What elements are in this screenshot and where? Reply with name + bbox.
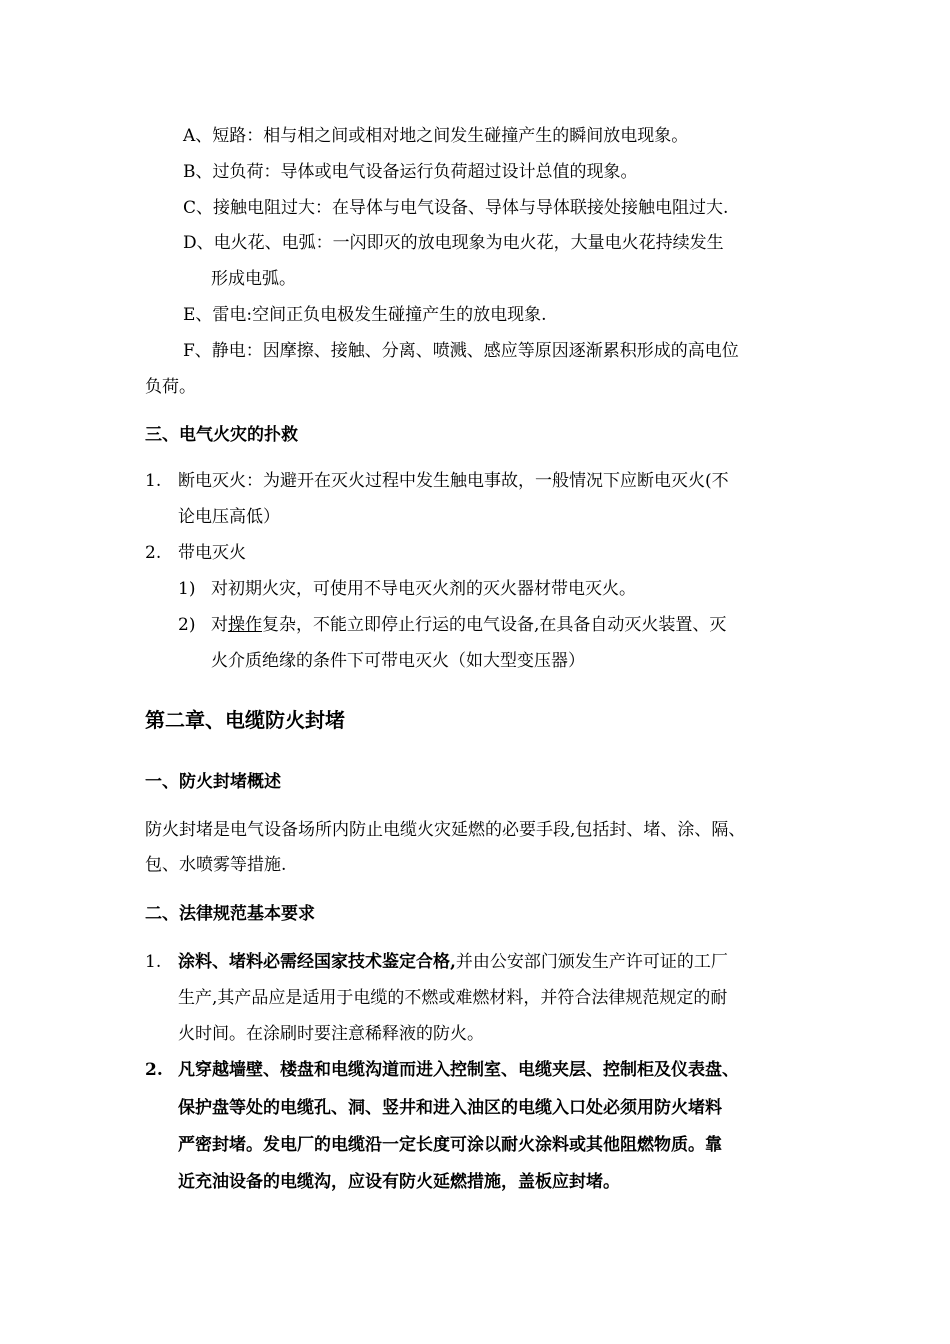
- subitem2-line2: 火介质绝缘的条件下可带电灭火（如大型变压器）: [211, 651, 585, 671]
- requirement2-number: 2.: [145, 1060, 163, 1080]
- item1-number: 1.: [145, 471, 162, 491]
- cause-f-line1: F、静电：因摩擦、接触、分离、喷溅、感应等原因逐渐累积形成的高电位: [183, 341, 739, 361]
- requirement2-line3: 严密封堵。发电厂的电缆沿一定长度可涂以耐火涂料或其他阻燃物质。靠: [178, 1135, 722, 1155]
- cause-b: B、过负荷：导体或电气设备运行负荷超过设计总值的现象。: [183, 162, 638, 182]
- requirement2-line2: 保护盘等处的电缆孔、洞、竖井和进入油区的电缆入口处必须用防火堵料: [178, 1098, 722, 1118]
- requirement1-line3: 火时间。在涂刷时要注意稀释液的防火。: [178, 1024, 484, 1044]
- requirement2-line1: 凡穿越墙壁、楼盘和电缆沟道而进入控制室、电缆夹层、控制柜及仪表盘、: [178, 1060, 739, 1080]
- cause-a: A、短路：相与相之间或相对地之间发生碰撞产生的瞬间放电现象。: [183, 126, 689, 146]
- chapter2-section1-line2: 包、水喷雾等措施.: [145, 855, 287, 875]
- chapter2-section2-heading: 二、法律规范基本要求: [145, 904, 315, 924]
- chapter2-section1-line1: 防火封堵是电气设备场所内防止电缆火灾延燃的必要手段,包括封、堵、涂、隔、: [145, 820, 746, 840]
- section3-heading: 三、电气火灾的扑救: [145, 425, 298, 445]
- subitem2-number: 2): [178, 615, 196, 635]
- requirement1-bold: 涂料、堵料必需经国家技术鉴定合格,: [178, 952, 456, 972]
- requirement1-line2: 生产,其产品应是适用于电缆的不燃或难燃材料，并符合法律规范规定的耐: [178, 988, 728, 1008]
- requirement1-rest: 并由公安部门颁发生产许可证的工厂: [455, 952, 728, 972]
- subitem2-pre: 对: [211, 615, 228, 635]
- cause-d-line1: D、电火花、电弧：一闪即灭的放电现象为电火花，大量电火花持续发生: [183, 233, 724, 253]
- cause-e: E、雷电:空间正负电极发生碰撞产生的放电现象.: [183, 305, 547, 325]
- cause-f-line2: 负荷。: [145, 377, 196, 397]
- chapter2-title: 第二章、电缆防火封堵: [145, 708, 345, 732]
- subitem1-number: 1): [178, 579, 196, 599]
- cause-c: C、接触电阻过大：在导体与电气设备、导体与导体联接处接触电阻过大.: [183, 198, 729, 218]
- requirement1-line1: [178, 950, 728, 974]
- requirement2-line4: 近充油设备的电缆沟，应设有防火延燃措施，盖板应封堵。: [178, 1172, 620, 1192]
- item1-line2: 论电压高低）: [178, 507, 280, 527]
- requirement1-number: 1.: [145, 952, 162, 972]
- item2-text: 带电灭火: [178, 543, 246, 563]
- chapter2-section1-heading: 一、防火封堵概述: [145, 772, 281, 792]
- item1-line1: 断电灭火：为避开在灭火过程中发生触电事故，一般情况下应断电灭火(不: [178, 471, 729, 491]
- cause-d-line2: 形成电弧。: [211, 269, 296, 289]
- item2-number: 2.: [145, 543, 162, 563]
- subitem1-text: 对初期火灾，可使用不导电灭火剂的灭火器材带电灭火。: [211, 579, 636, 599]
- underlined-term: 操作: [228, 615, 262, 635]
- subitem2-line1: [211, 613, 726, 637]
- subitem2-post: 复杂，不能立即停止行运的电气设备,在具备自动灭火装置、灭: [262, 615, 727, 635]
